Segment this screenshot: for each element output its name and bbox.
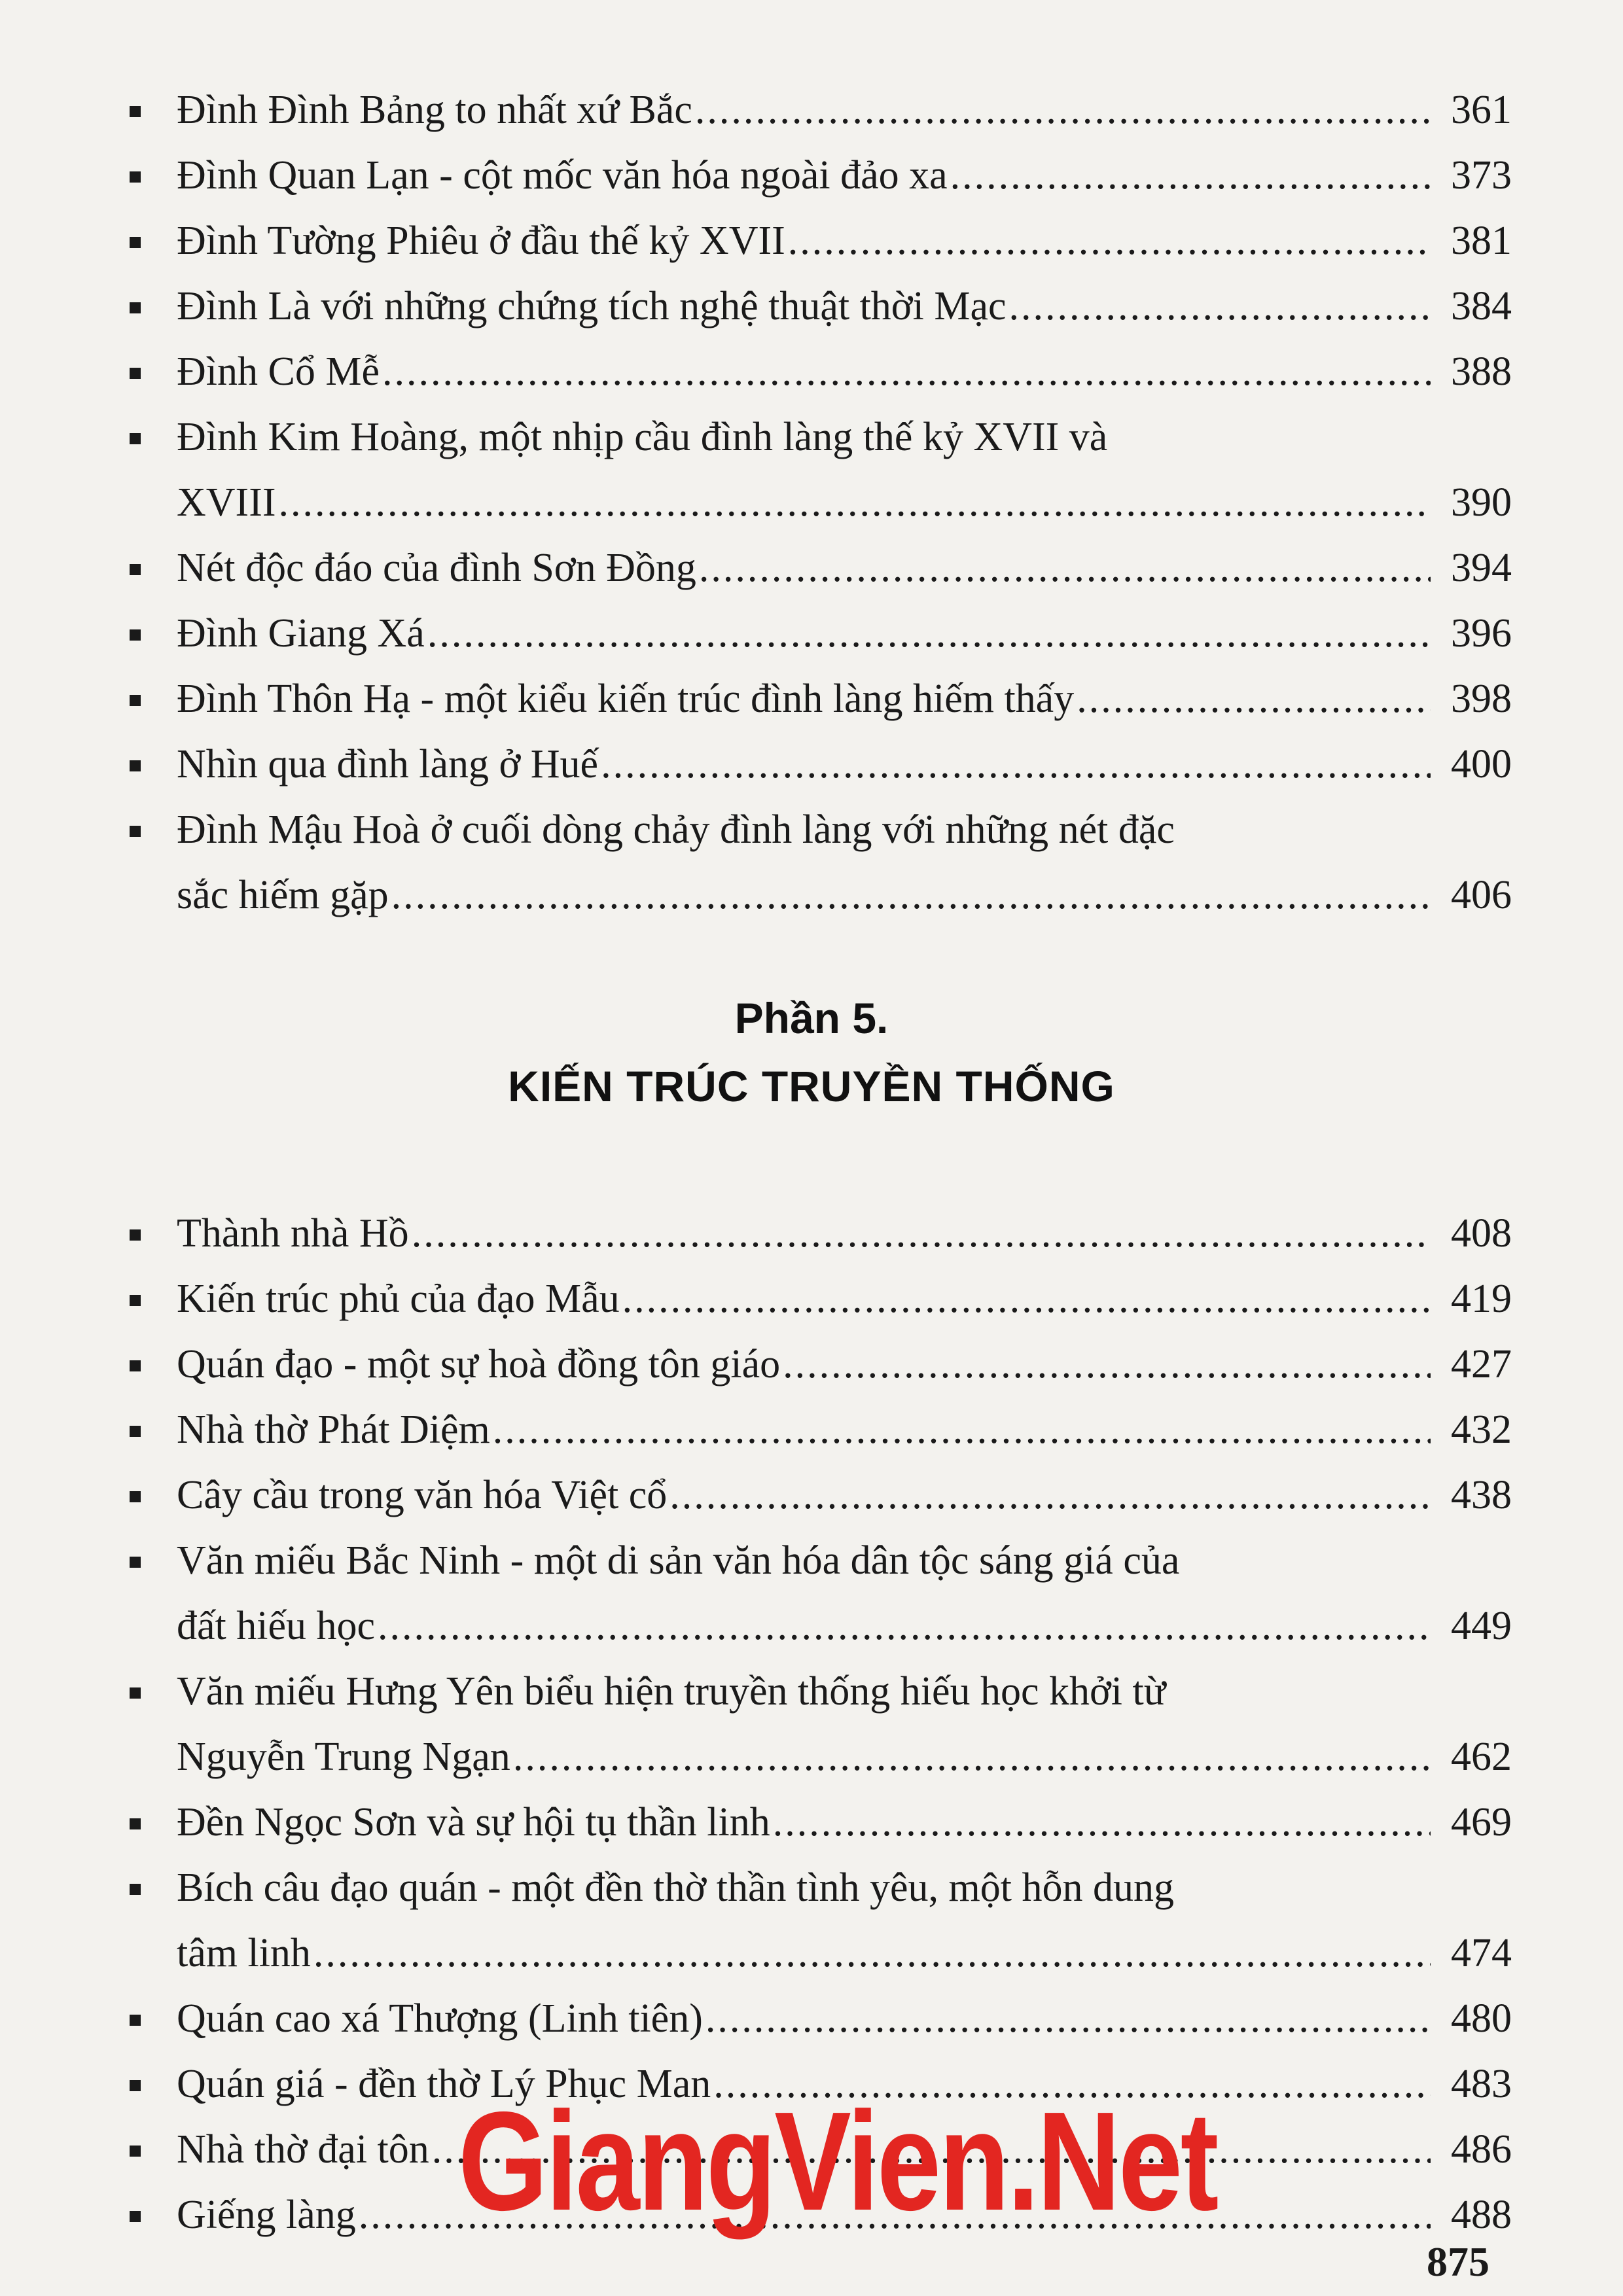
page-folio: 875 — [1427, 2238, 1489, 2285]
toc-entry-page: 438 — [1451, 1473, 1512, 1517]
toc-entry-title: Nét độc đáo của đình Sơn Đồng — [177, 546, 696, 590]
toc-entry-line — [177, 1397, 1512, 1462]
bullet-icon — [130, 1818, 141, 1829]
toc-entry — [124, 1397, 1512, 1462]
toc-entry-title: Nhà thờ Phát Diệm — [177, 1407, 490, 1452]
toc-entry-title: Cây cầu trong văn hóa Việt cổ — [177, 1473, 668, 1517]
toc-entry — [124, 143, 1512, 208]
toc-entry-title: tâm linh — [177, 1931, 311, 1975]
toc-entry-page: 406 — [1451, 873, 1512, 917]
bullet-icon — [130, 1491, 141, 1502]
toc-entry-line — [177, 601, 1512, 666]
toc-entry — [124, 208, 1512, 274]
bullet-icon — [130, 1687, 141, 1699]
toc-entry-page: 486 — [1451, 2127, 1512, 2172]
toc-entry — [124, 535, 1512, 601]
toc-entry-title: Đình Thôn Hạ - một kiểu kiến trúc đình làng hiếm thấy — [177, 677, 1075, 721]
dot-leader — [783, 1332, 1431, 1397]
toc-entry — [124, 1201, 1512, 1266]
dot-leader — [669, 1462, 1431, 1528]
dot-leader — [427, 601, 1431, 666]
toc-entry-title: Thành nhà Hồ — [177, 1211, 409, 1256]
toc-entry-title-line1: Bích câu đạo quán - một đền thờ thần tình yêu, một hỗn dung — [177, 1865, 1174, 1910]
bullet-icon — [130, 1426, 141, 1437]
dot-leader — [699, 535, 1431, 601]
bullet-icon — [130, 760, 141, 771]
watermark-logo: GiangVien.Net — [458, 2082, 1217, 2240]
toc-entry-page: 462 — [1451, 1735, 1512, 1779]
toc-entry — [124, 1986, 1512, 2051]
toc-entry-line — [177, 143, 1512, 208]
toc-entry-title: Đình Tường Phiêu ở đầu thế kỷ XVII — [177, 219, 785, 263]
dot-leader — [788, 208, 1431, 274]
toc-entry-title: Đình Giang Xá — [177, 611, 425, 656]
toc-entry-line — [177, 666, 1512, 732]
toc-entry-title: Đình Quan Lạn - cột mốc văn hóa ngoài đảo xa — [177, 153, 948, 198]
bullet-icon — [130, 2080, 141, 2091]
toc-entry — [124, 1855, 1512, 1986]
toc-entry-line — [177, 1790, 1512, 1855]
toc-entry-page: 474 — [1451, 1931, 1512, 1975]
dot-leader — [622, 1266, 1431, 1332]
bullet-icon — [130, 1295, 141, 1306]
dot-leader — [705, 1986, 1431, 2051]
dot-leader — [513, 1724, 1431, 1790]
toc-entry — [124, 732, 1512, 797]
toc-entry — [124, 1462, 1512, 1528]
toc-entry-line — [177, 1920, 1512, 1986]
toc-entry-line — [177, 339, 1512, 404]
toc-entry-page: 388 — [1451, 349, 1512, 394]
toc-entry-page: 361 — [1451, 88, 1512, 132]
toc-entry-title: Quán giá - đền thờ Lý Phục Man — [177, 2062, 711, 2106]
toc-entry-line — [177, 1332, 1512, 1397]
toc-upper-list — [124, 77, 1512, 928]
bullet-icon — [130, 695, 141, 706]
toc-entry-page: 390 — [1451, 480, 1512, 525]
bullet-icon — [130, 1557, 141, 1568]
toc-entry-line — [177, 1201, 1512, 1266]
toc-entry-line — [177, 208, 1512, 274]
toc-entry-title: sắc hiếm gặp — [177, 873, 389, 917]
dot-leader — [391, 862, 1431, 928]
toc-entry-title: Đình Cổ Mễ — [177, 349, 380, 394]
toc-entry-title: Quán cao xá Thượng (Linh tiên) — [177, 1996, 703, 2041]
dot-leader — [378, 1593, 1431, 1659]
toc-entry-page: 384 — [1451, 284, 1512, 328]
toc-entry-page: 400 — [1451, 742, 1512, 786]
toc-entry-title: Nguyễn Trung Ngạn — [177, 1735, 510, 1779]
toc-entry-line — [177, 1986, 1512, 2051]
dot-leader — [950, 143, 1431, 208]
toc-entry-line — [177, 77, 1512, 143]
toc-entry-page: 398 — [1451, 677, 1512, 721]
toc-entry-title: Nhìn qua đình làng ở Huế — [177, 742, 599, 786]
toc-entry-title: XVIII — [177, 480, 276, 525]
toc-entry-title-line1: Văn miếu Bắc Ninh - một di sản văn hóa dân tộc sáng giá của — [177, 1538, 1180, 1583]
bullet-icon — [130, 302, 141, 313]
dot-leader — [1077, 666, 1431, 732]
dot-leader — [601, 732, 1431, 797]
toc-entry-page: 408 — [1451, 1211, 1512, 1256]
toc-entry — [124, 601, 1512, 666]
toc-entry-title-line1: Văn miếu Hưng Yên biểu hiện truyền thống hiếu học khởi từ — [177, 1669, 1166, 1714]
bullet-icon — [130, 433, 141, 444]
toc-entry-line — [177, 535, 1512, 601]
bullet-icon — [130, 1360, 141, 1371]
toc-entry-title: Đình Đình Bảng to nhất xứ Bắc — [177, 88, 692, 132]
part-number: Phần 5. — [734, 994, 889, 1042]
bullet-icon — [130, 2015, 141, 2026]
toc-entry-page: 419 — [1451, 1277, 1512, 1321]
toc-entry — [124, 77, 1512, 143]
toc-entry — [124, 1332, 1512, 1397]
toc-entry-page: 488 — [1451, 2193, 1512, 2237]
dot-leader — [279, 470, 1431, 535]
toc-entry-page: 381 — [1451, 219, 1512, 263]
toc-entry — [124, 1266, 1512, 1332]
dot-leader — [382, 339, 1431, 404]
toc-entry-line — [177, 274, 1512, 339]
toc-entry — [124, 1528, 1512, 1659]
bullet-icon — [130, 2211, 141, 2222]
toc-entry — [124, 666, 1512, 732]
dot-leader — [695, 77, 1431, 143]
toc-entry-line — [177, 862, 1512, 928]
toc-entry — [124, 339, 1512, 404]
toc-entry-title: đất hiếu học — [177, 1604, 376, 1648]
toc-entry-page: 449 — [1451, 1604, 1512, 1648]
dot-leader — [412, 1201, 1431, 1266]
toc-entry — [124, 1790, 1512, 1855]
bullet-icon — [130, 629, 141, 641]
bullet-icon — [130, 1884, 141, 1895]
toc-entry-line — [177, 470, 1512, 535]
toc-entry-page: 480 — [1451, 1996, 1512, 2041]
toc-entry-line — [177, 1593, 1512, 1659]
toc-entry-title: Đình Là với những chứng tích nghệ thuật thời Mạc — [177, 284, 1007, 328]
bullet-icon — [130, 826, 141, 837]
toc-entry-page: 469 — [1451, 1800, 1512, 1845]
toc-entry-line — [177, 1724, 1512, 1790]
toc-entry — [124, 797, 1512, 928]
bullet-icon — [130, 237, 141, 248]
toc-entry-line — [177, 732, 1512, 797]
toc-entry-page: 373 — [1451, 153, 1512, 198]
toc-entry — [124, 404, 1512, 535]
bullet-icon — [130, 1229, 141, 1241]
toc-entry-title: Đền Ngọc Sơn và sự hội tụ thần linh — [177, 1800, 770, 1845]
toc-entry-title-line1: Đình Mậu Hoà ở cuối dòng chảy đình làng với những nét đặc — [177, 807, 1175, 852]
toc-entry-page: 432 — [1451, 1407, 1512, 1452]
dot-leader — [493, 1397, 1431, 1462]
toc-entry-title: Nhà thờ đại tôn — [177, 2127, 429, 2172]
bullet-icon — [130, 171, 141, 183]
toc-entry-page: 394 — [1451, 546, 1512, 590]
toc-entry-page: 427 — [1451, 1342, 1512, 1386]
bullet-icon — [130, 2146, 141, 2157]
toc-entry-page: 396 — [1451, 611, 1512, 656]
toc-entry-title-line1: Đình Kim Hoàng, một nhịp cầu đình làng thế kỷ XVII và — [177, 415, 1108, 459]
bullet-icon — [130, 564, 141, 575]
toc-entry-title: Kiến trúc phủ của đạo Mẫu — [177, 1277, 620, 1321]
toc-entry — [124, 274, 1512, 339]
toc-entry — [124, 1659, 1512, 1790]
bullet-icon — [130, 368, 141, 379]
toc-entry-line — [177, 1462, 1512, 1528]
bullet-icon — [130, 106, 141, 117]
toc-entry-line — [177, 1266, 1512, 1332]
dot-leader — [1009, 274, 1431, 339]
toc-entry-title: Giếng làng — [177, 2193, 356, 2237]
dot-leader — [313, 1920, 1431, 1986]
part-title: KIẾN TRÚC TRUYỀN THỐNG — [508, 1062, 1115, 1110]
dot-leader — [773, 1790, 1431, 1855]
toc-entry-title: Quán đạo - một sự hoà đồng tôn giáo — [177, 1342, 781, 1386]
toc-entry-page: 483 — [1451, 2062, 1512, 2106]
